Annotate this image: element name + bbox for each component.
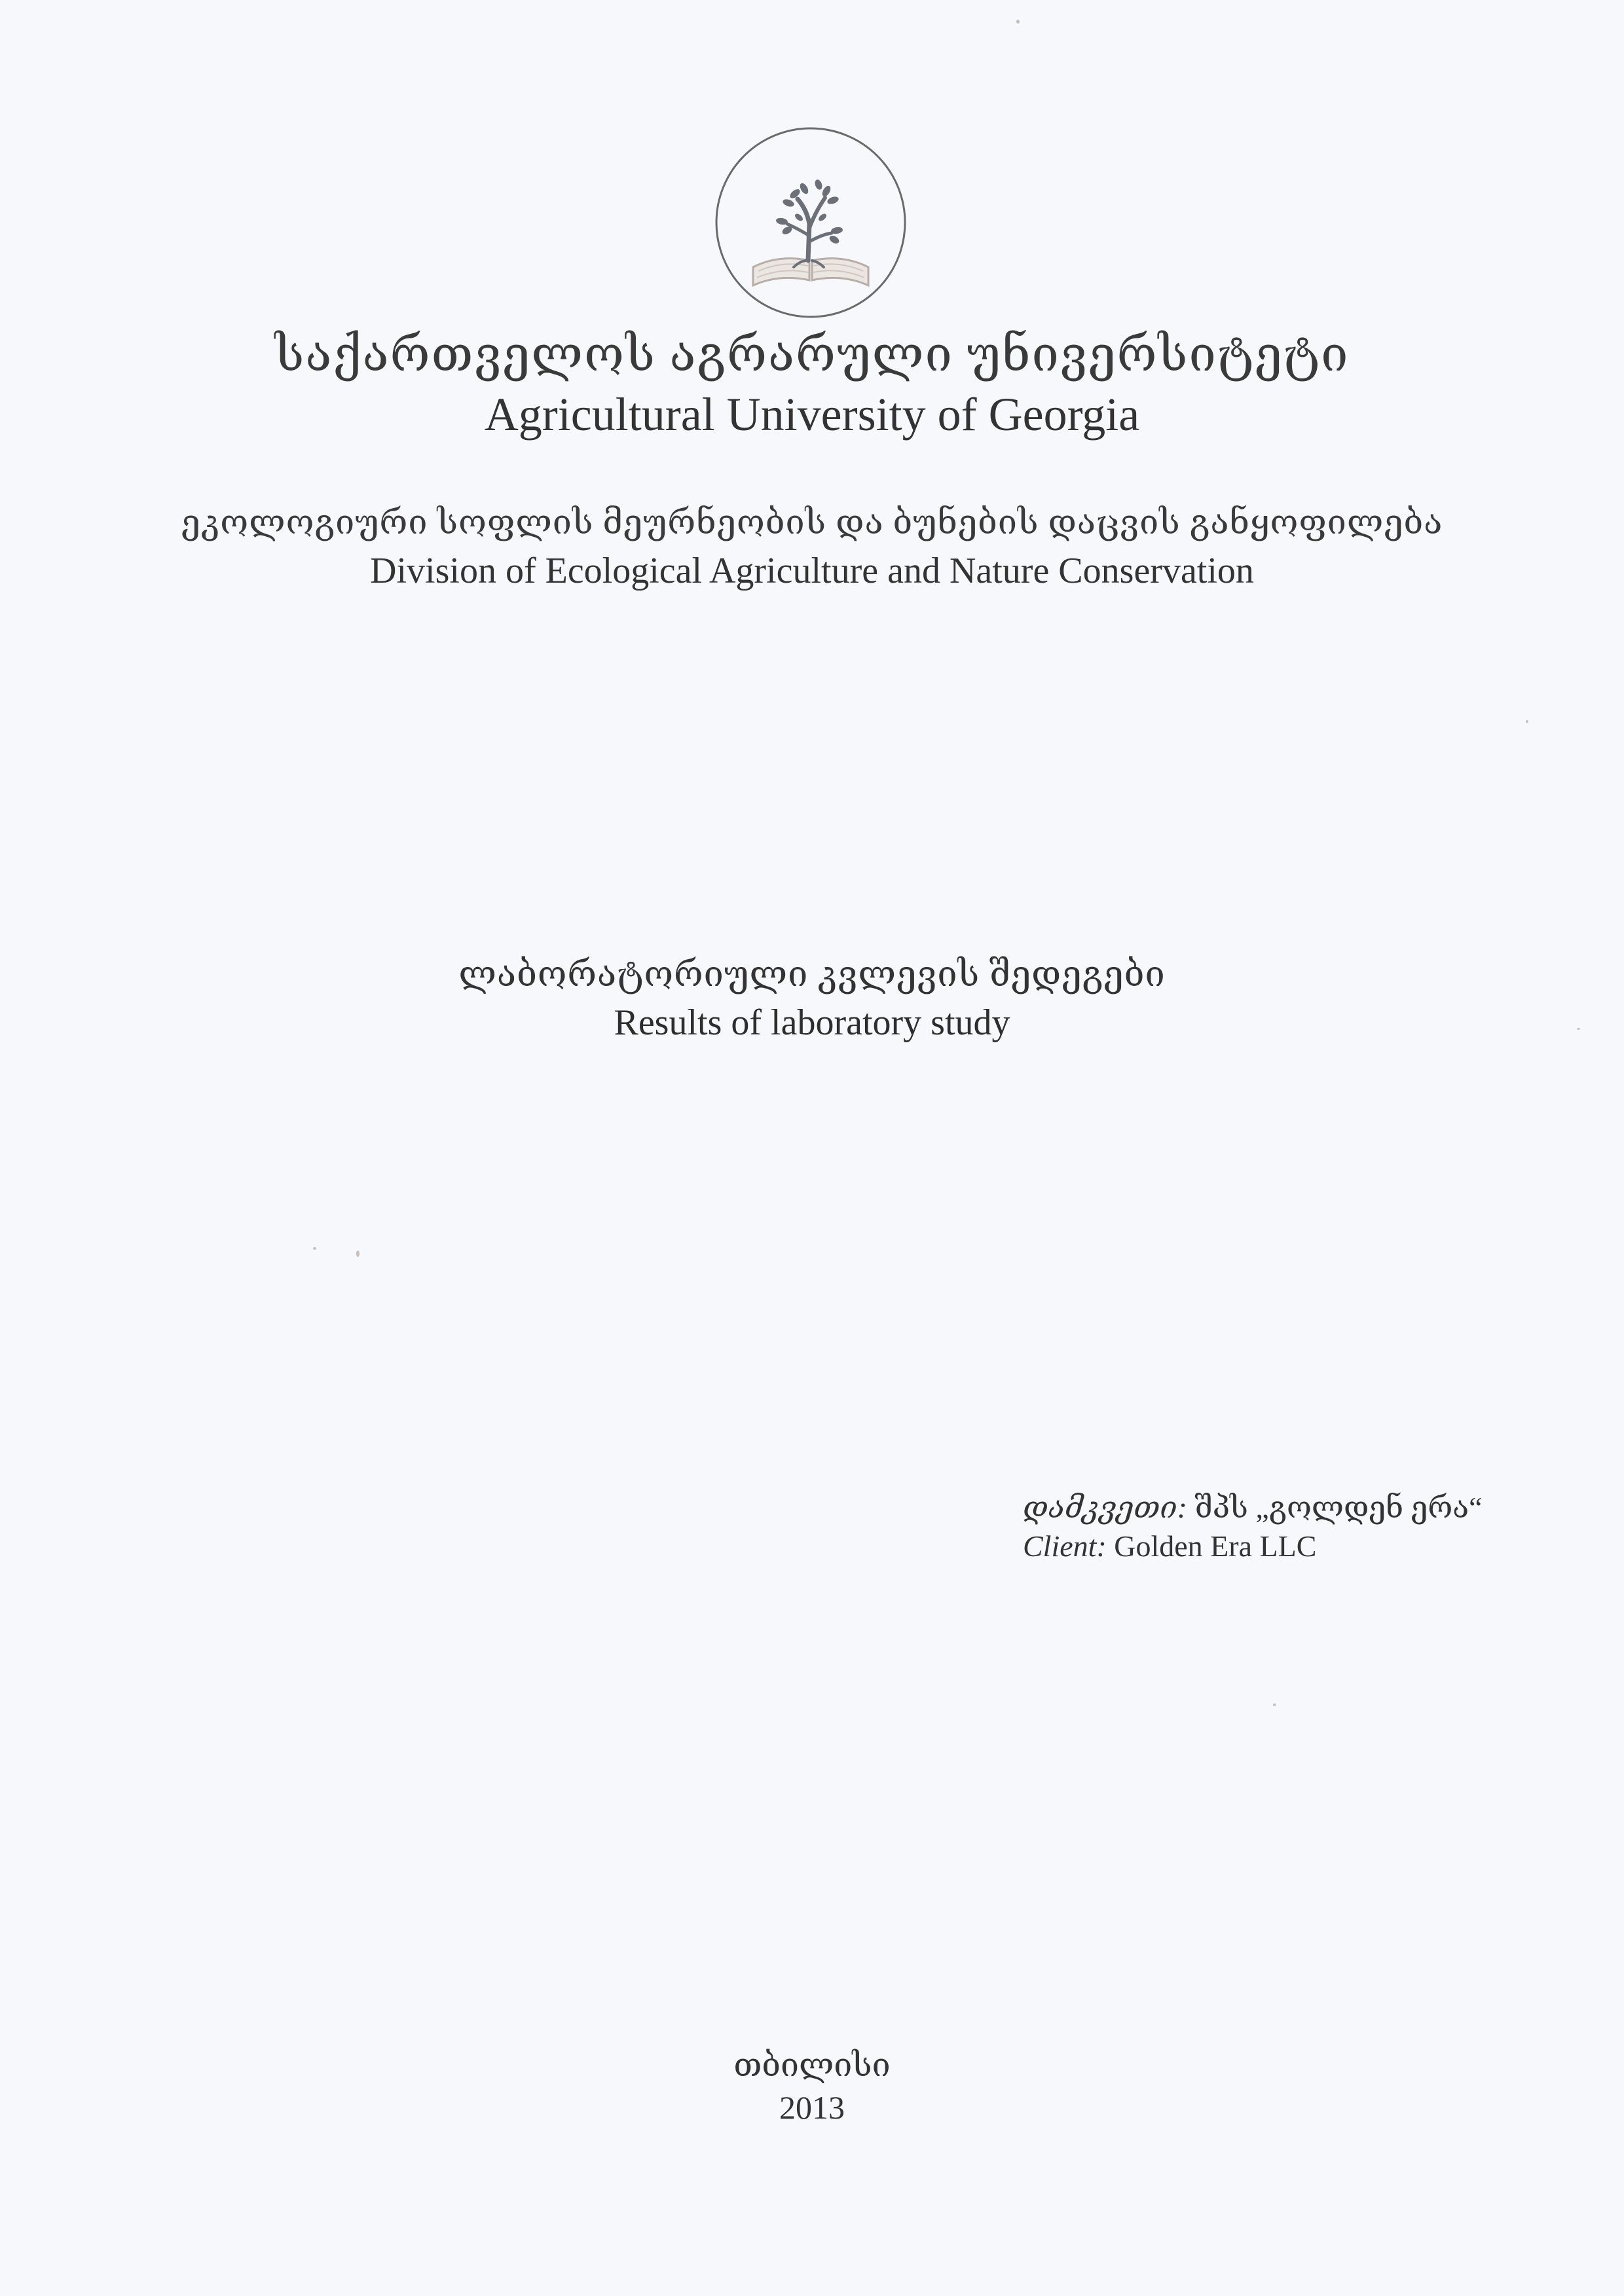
university-logo bbox=[714, 126, 908, 319]
scan-speck bbox=[1016, 20, 1020, 24]
book-icon bbox=[753, 259, 868, 285]
client-label-english: Client: bbox=[1023, 1529, 1107, 1563]
client-line-georgian bbox=[1023, 1489, 1483, 1525]
report-title-english: Results of laboratory study bbox=[614, 1002, 1010, 1043]
scan-speck bbox=[1526, 720, 1528, 723]
scan-speck bbox=[313, 1247, 316, 1250]
client-line-english bbox=[1023, 1529, 1316, 1563]
client-label-georgian: დამკვეთი: bbox=[1023, 1491, 1187, 1524]
university-name-english: Agricultural University of Georgia bbox=[484, 388, 1140, 441]
division-name-georgian: ეკოლოგიური სოფლის მეურნეობის და ბუნების დაცვის განყოფილება bbox=[181, 504, 1443, 541]
scan-speck bbox=[1273, 1704, 1276, 1706]
division-name-english: Division of Ecological Agriculture and Nature Conservation bbox=[370, 551, 1254, 591]
year: 2013 bbox=[779, 2089, 845, 2126]
client-value-georgian: შპს „გოლდენ ერა“ bbox=[1187, 1491, 1483, 1524]
university-name-georgian: საქართველოს აგრარული უნივერსიტეტი bbox=[274, 328, 1350, 382]
report-title-georgian: ლაბორატორიული კვლევის შედეგები bbox=[458, 955, 1166, 994]
scan-speck bbox=[1577, 1028, 1580, 1030]
tree-icon bbox=[775, 179, 843, 267]
scan-speck bbox=[356, 1250, 360, 1257]
city: თბილისი bbox=[733, 2047, 891, 2083]
client-value-english: Golden Era LLC bbox=[1106, 1529, 1317, 1563]
